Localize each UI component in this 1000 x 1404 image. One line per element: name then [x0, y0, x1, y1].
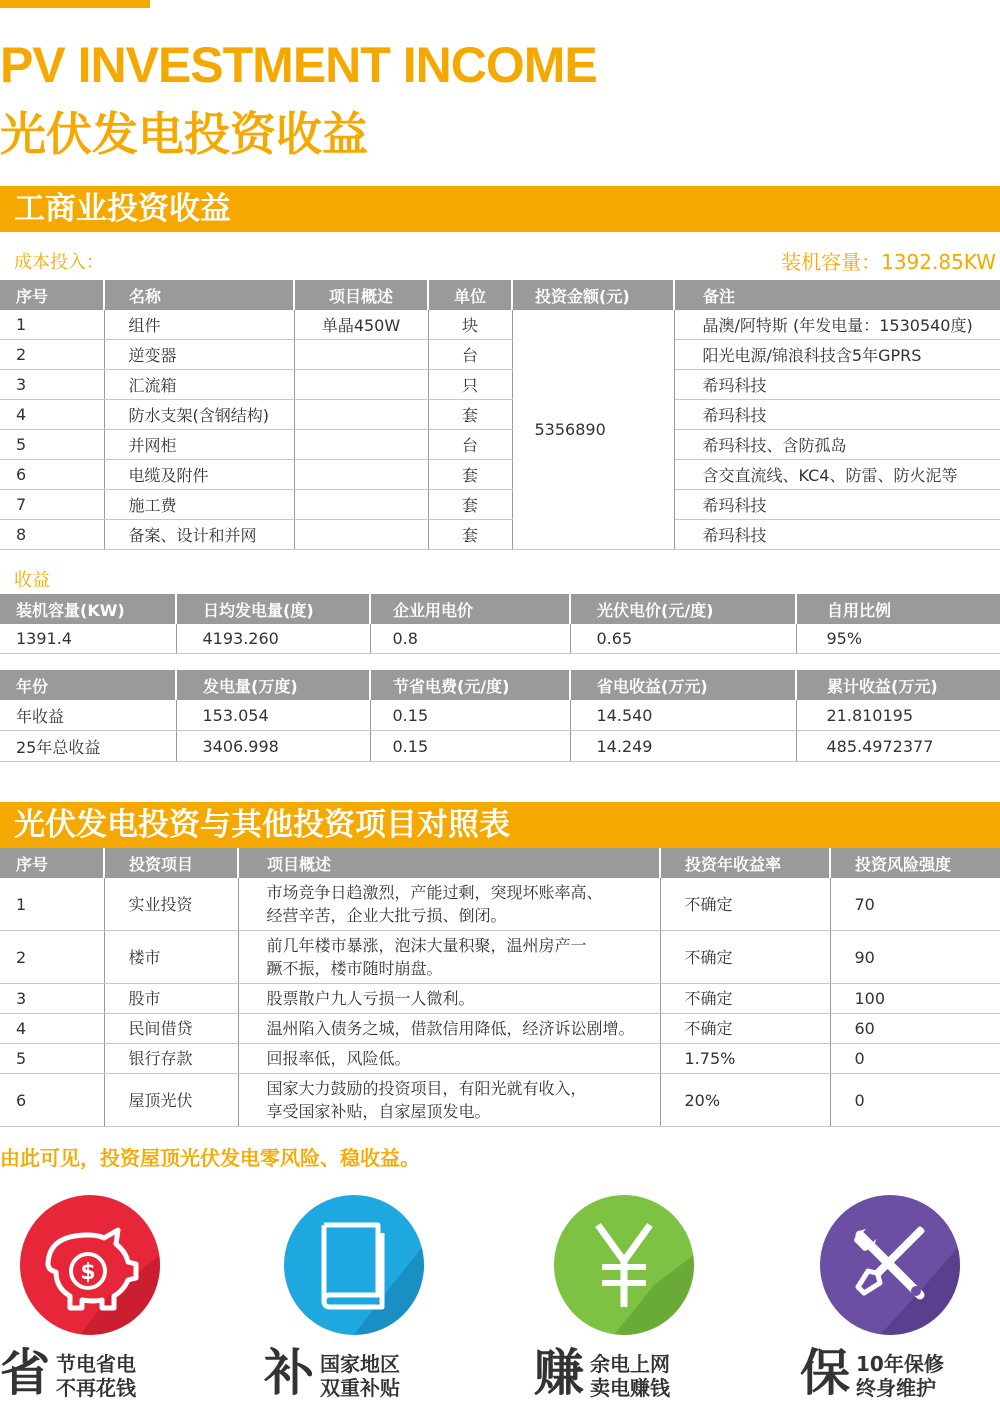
- tools-icon: [820, 1195, 960, 1335]
- row-rate: 不确定: [660, 984, 830, 1014]
- feature-line: 终身维护: [856, 1376, 936, 1400]
- row-rate: 不确定: [660, 1014, 830, 1044]
- cell: 0.65: [570, 624, 796, 654]
- row-name: 汇流箱: [104, 370, 294, 400]
- desc-line: 经营辛苦，企业大批亏损、倒闭。: [266, 906, 507, 925]
- row-desc: 回报率低，风险低。: [238, 1044, 660, 1074]
- feature-warranty: [800, 1195, 1000, 1400]
- col-header: 日均发电量(度): [176, 594, 370, 624]
- row-note: 晶澳/阿特斯 (年发电量：1530540度): [674, 310, 1000, 340]
- col-header: 装机容量(KW): [0, 594, 176, 624]
- desc-line: 国家大力鼓励的投资项目，有阳光就有收入，: [266, 1079, 587, 1098]
- row-desc: [238, 878, 660, 931]
- income-result-table: [0, 670, 1000, 762]
- col-header: 序号: [0, 280, 104, 310]
- col-header: 省电收益(万元): [570, 670, 796, 700]
- row-no: 7: [0, 490, 104, 520]
- feature-text: [856, 1352, 944, 1400]
- row-no: 6: [0, 1074, 104, 1127]
- row-desc: [294, 430, 428, 460]
- row-item: 屋顶光伏: [104, 1074, 238, 1127]
- col-header: 节省电费(元/度): [370, 670, 570, 700]
- table-row: [0, 430, 1000, 460]
- col-header: 投资金额(元): [512, 280, 674, 310]
- col-header: 名称: [104, 280, 294, 310]
- row-note: 阳光电源/锦浪科技含5年GPRS: [674, 340, 1000, 370]
- row-risk: 70: [830, 878, 1000, 931]
- cost-table: [0, 280, 1000, 550]
- row-risk: 90: [830, 931, 1000, 984]
- page-title-en: PV INVESTMENT INCOME: [0, 37, 597, 93]
- table-row: [0, 624, 1000, 654]
- table-row: [0, 400, 1000, 430]
- income-label: 收益: [14, 570, 50, 591]
- page-title-cn: 光伏发电投资收益: [0, 107, 368, 161]
- col-header: 光伏电价(元/度): [570, 594, 796, 624]
- row-rate: 20%: [660, 1074, 830, 1127]
- col-header: 企业用电价: [370, 594, 570, 624]
- row-no: 3: [0, 370, 104, 400]
- col-header: 发电量(万度): [176, 670, 370, 700]
- row-desc: 温州陷入债务之城，借款信用降低，经济诉讼剧增。: [238, 1014, 660, 1044]
- row-no: 2: [0, 340, 104, 370]
- row-no: 4: [0, 400, 104, 430]
- row-name: 施工费: [104, 490, 294, 520]
- row-unit: 套: [428, 400, 512, 430]
- row-name: 备案、设计和并网: [104, 520, 294, 550]
- row-item: 楼市: [104, 931, 238, 984]
- table-row: [0, 340, 1000, 370]
- cell: 21.810195: [796, 700, 1000, 731]
- row-no: 6: [0, 460, 104, 490]
- feature-line: 双重补贴: [320, 1376, 400, 1400]
- row-unit: 块: [428, 310, 512, 340]
- row-desc: [238, 1074, 660, 1127]
- row-unit: 只: [428, 370, 512, 400]
- cell: 3406.998: [176, 731, 370, 762]
- row-desc: 股票散户九人亏损一人微利。: [238, 984, 660, 1014]
- table-row: [0, 310, 1000, 340]
- income-result-header: [0, 670, 1000, 700]
- section-band-commercial: 工商业投资收益: [0, 186, 1000, 232]
- row-rate: 不确定: [660, 878, 830, 931]
- table-row: [0, 878, 1000, 931]
- row-no: 1: [0, 310, 104, 340]
- row-unit: 套: [428, 520, 512, 550]
- row-desc: [294, 520, 428, 550]
- row-desc: 单晶450W: [294, 310, 428, 340]
- top-accent-bar: [0, 0, 150, 8]
- yuan-icon: [554, 1195, 694, 1335]
- table-row: [0, 731, 1000, 762]
- col-header: 备注: [674, 280, 1000, 310]
- col-header: 项目概述: [294, 280, 428, 310]
- feature-text: [320, 1352, 400, 1400]
- feature-line: 不再花钱: [56, 1376, 136, 1400]
- cost-label: 成本投入：: [14, 252, 104, 273]
- cell: 年收益: [0, 700, 176, 731]
- income-params-table: [0, 594, 1000, 654]
- desc-line: 蹶不振，楼市随时崩盘。: [266, 959, 443, 978]
- row-risk: 0: [830, 1044, 1000, 1074]
- row-unit: 套: [428, 460, 512, 490]
- row-name: 组件: [104, 310, 294, 340]
- row-risk: 100: [830, 984, 1000, 1014]
- piggy-bank-icon: [20, 1195, 160, 1335]
- feature-line: 卖电赚钱: [590, 1376, 670, 1400]
- col-header: 项目概述: [238, 848, 660, 878]
- row-rate: 1.75%: [660, 1044, 830, 1074]
- feature-line: 10年保修: [856, 1352, 944, 1376]
- row-no: 3: [0, 984, 104, 1014]
- table-row: [0, 700, 1000, 731]
- row-name: 电缆及附件: [104, 460, 294, 490]
- row-desc: [294, 340, 428, 370]
- feature-text: [590, 1352, 670, 1400]
- table-row: [0, 490, 1000, 520]
- row-name: 并网柜: [104, 430, 294, 460]
- row-no: 5: [0, 1044, 104, 1074]
- row-risk: 60: [830, 1014, 1000, 1044]
- feature-line: 节电省电: [56, 1352, 136, 1376]
- col-header: 投资项目: [104, 848, 238, 878]
- col-header: 投资年收益率: [660, 848, 830, 878]
- feature-char: 保: [800, 1344, 850, 1402]
- col-header: 序号: [0, 848, 104, 878]
- capacity-label: 装机容量：1392.85KW: [781, 250, 996, 274]
- row-item: 民间借贷: [104, 1014, 238, 1044]
- desc-line: 前几年楼市暴涨，泡沫大量积聚，温州房产一: [266, 936, 587, 955]
- table-row: [0, 984, 1000, 1014]
- row-unit: 套: [428, 490, 512, 520]
- row-note: 希玛科技: [674, 490, 1000, 520]
- cell: 14.249: [570, 731, 796, 762]
- row-no: 4: [0, 1014, 104, 1044]
- table-row: [0, 520, 1000, 550]
- conclusion-text: 由此可见，投资屋顶光伏发电零风险、稳收益。: [0, 1146, 420, 1170]
- row-no: 8: [0, 520, 104, 550]
- col-header: 年份: [0, 670, 176, 700]
- book-icon: [284, 1195, 424, 1335]
- cell: 1391.4: [0, 624, 176, 654]
- income-params-header: [0, 594, 1000, 624]
- col-header: 累计收益(万元): [796, 670, 1000, 700]
- row-desc: [294, 370, 428, 400]
- row-note: 希玛科技: [674, 370, 1000, 400]
- feature-char: 省: [0, 1344, 50, 1402]
- comparison-table: [0, 848, 1000, 1127]
- table-row: [0, 370, 1000, 400]
- desc-line: 市场竞争日趋激烈，产能过剩，突现坏账率高、: [266, 883, 603, 902]
- table-row: [0, 460, 1000, 490]
- row-item: 银行存款: [104, 1044, 238, 1074]
- cost-table-header: [0, 280, 1000, 310]
- row-no: 2: [0, 931, 104, 984]
- feature-save: [0, 1195, 240, 1400]
- row-name: 防水支架(含钢结构): [104, 400, 294, 430]
- comparison-header: [0, 848, 1000, 878]
- row-name: 逆变器: [104, 340, 294, 370]
- cell: 0.15: [370, 731, 570, 762]
- feature-line: 余电上网: [590, 1352, 670, 1376]
- cell: 485.4972377: [796, 731, 1000, 762]
- cell: 95%: [796, 624, 1000, 654]
- cell: 4193.260: [176, 624, 370, 654]
- row-item: 实业投资: [104, 878, 238, 931]
- cell: 0.15: [370, 700, 570, 731]
- row-note: 希玛科技: [674, 520, 1000, 550]
- row-unit: 台: [428, 340, 512, 370]
- col-header: 单位: [428, 280, 512, 310]
- table-row: [0, 1014, 1000, 1044]
- row-rate: 不确定: [660, 931, 830, 984]
- cell: 0.8: [370, 624, 570, 654]
- cell: 25年总收益: [0, 731, 176, 762]
- row-note: 希玛科技: [674, 400, 1000, 430]
- feature-char: 赚: [534, 1344, 584, 1402]
- col-header: 自用比例: [796, 594, 1000, 624]
- feature-earn: [534, 1195, 774, 1400]
- section-band-comparison: 光伏发电投资与其他投资项目对照表: [0, 802, 1000, 848]
- row-desc: [238, 931, 660, 984]
- cell: 14.540: [570, 700, 796, 731]
- row-desc: [294, 460, 428, 490]
- row-unit: 台: [428, 430, 512, 460]
- row-no: 1: [0, 878, 104, 931]
- row-desc: [294, 400, 428, 430]
- feature-line: 国家地区: [320, 1352, 400, 1376]
- row-note: 含交直流线、KC4、防雷、防火泥等: [674, 460, 1000, 490]
- table-row: [0, 1074, 1000, 1127]
- feature-subsidy: [264, 1195, 504, 1400]
- svg-text:$: $: [80, 1260, 96, 1285]
- row-desc: [294, 490, 428, 520]
- row-no: 5: [0, 430, 104, 460]
- row-note: 希玛科技、含防孤岛: [674, 430, 1000, 460]
- feature-text: [56, 1352, 136, 1400]
- col-header: 投资风险强度: [830, 848, 1000, 878]
- row-item: 股市: [104, 984, 238, 1014]
- table-row: [0, 931, 1000, 984]
- table-row: [0, 1044, 1000, 1074]
- feature-char: 补: [264, 1344, 314, 1402]
- cell: 153.054: [176, 700, 370, 731]
- row-risk: 0: [830, 1074, 1000, 1127]
- desc-line: 享受国家补贴，自家屋顶发电。: [266, 1102, 491, 1121]
- investment-total: 5356890: [512, 310, 674, 550]
